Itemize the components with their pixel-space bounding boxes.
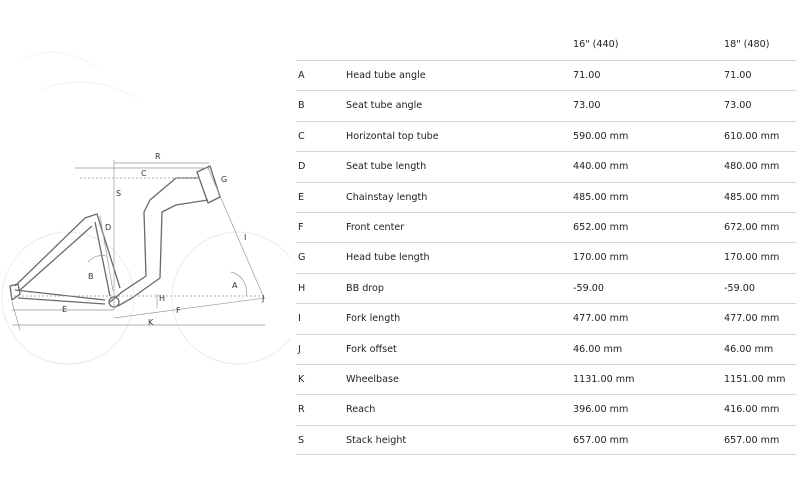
size-18-value: 672.00 mm bbox=[724, 221, 780, 233]
size-16-value: 652.00 mm bbox=[573, 221, 629, 233]
size-16-value: 485.00 mm bbox=[573, 191, 629, 203]
row-letter: F bbox=[298, 221, 304, 233]
size-18-value: 485.00 mm bbox=[724, 191, 780, 203]
row-name: Wheelbase bbox=[346, 373, 399, 385]
dimension-lines bbox=[12, 160, 265, 330]
label-j: J bbox=[262, 294, 265, 303]
label-e: E bbox=[62, 305, 68, 314]
bike-geometry-diagram bbox=[0, 0, 290, 500]
size-16-value: 71.00 bbox=[573, 70, 601, 81]
table-row bbox=[296, 60, 796, 90]
label-s: S bbox=[116, 189, 122, 198]
row-letter: H bbox=[298, 282, 306, 294]
row-letter: K bbox=[298, 373, 305, 385]
row-name: BB drop bbox=[346, 282, 384, 294]
table-row bbox=[296, 121, 796, 151]
size-16-value: 440.00 mm bbox=[573, 161, 629, 173]
row-name: Fork length bbox=[346, 313, 401, 325]
label-c: C bbox=[141, 169, 147, 178]
label-g: G bbox=[221, 175, 228, 184]
label-d: D bbox=[105, 223, 112, 232]
label-b: B bbox=[88, 272, 94, 281]
label-r: R bbox=[155, 152, 161, 161]
size-18-value: 170.00 mm bbox=[724, 252, 780, 264]
size-16-value: 477.00 mm bbox=[573, 313, 629, 325]
label-a: A bbox=[232, 281, 238, 290]
table-row bbox=[296, 425, 796, 455]
size-18-header: 18" (480) bbox=[724, 39, 770, 50]
row-name: Seat tube angle bbox=[346, 100, 423, 112]
row-name: Fork offset bbox=[346, 343, 397, 355]
label-i: I bbox=[244, 233, 247, 242]
size-18-value: 480.00 mm bbox=[724, 161, 780, 173]
size-16-value: -59.00 bbox=[573, 282, 604, 294]
size-18-value: 610.00 mm bbox=[724, 130, 780, 142]
size-18-value: 46.00 mm bbox=[724, 343, 774, 355]
row-letter: G bbox=[298, 252, 306, 264]
row-name: Head tube length bbox=[346, 252, 430, 264]
row-letter: R bbox=[298, 404, 305, 416]
size-16-value: 396.00 mm bbox=[573, 404, 629, 416]
size-16-value: 1131.00 mm bbox=[573, 373, 635, 385]
size-18-value: 1151.00 mm bbox=[724, 373, 786, 385]
table-row bbox=[296, 364, 796, 394]
size-18-value: 416.00 mm bbox=[724, 404, 780, 416]
size-16-value: 590.00 mm bbox=[573, 130, 629, 142]
row-letter: B bbox=[298, 100, 305, 112]
label-k: K bbox=[148, 318, 154, 327]
size-18-value: 477.00 mm bbox=[724, 313, 780, 325]
table-row bbox=[296, 394, 796, 424]
table-row bbox=[296, 273, 796, 303]
table-row bbox=[296, 334, 796, 364]
table-row bbox=[296, 303, 796, 333]
row-letter: A bbox=[298, 70, 305, 81]
size-18-value: 657.00 mm bbox=[724, 434, 780, 446]
row-letter: J bbox=[298, 343, 301, 355]
table-row bbox=[296, 151, 796, 181]
row-letter: S bbox=[298, 434, 305, 446]
size-18-value: -59.00 bbox=[724, 282, 755, 294]
row-name: Reach bbox=[346, 404, 376, 416]
size-16-value: 46.00 mm bbox=[573, 343, 623, 355]
row-name: Chainstay length bbox=[346, 191, 428, 203]
table-row bbox=[296, 242, 796, 272]
row-name: Horizontal top tube bbox=[346, 130, 439, 142]
size-16-value: 657.00 mm bbox=[573, 434, 629, 446]
row-letter: D bbox=[298, 161, 306, 173]
row-name: Stack height bbox=[346, 434, 407, 446]
table-row bbox=[296, 212, 796, 242]
size-16-value: 170.00 mm bbox=[573, 252, 629, 264]
size-16-value: 73.00 bbox=[573, 100, 601, 112]
table-body bbox=[296, 60, 796, 455]
table-row bbox=[296, 182, 796, 212]
bike-frame bbox=[10, 166, 220, 307]
row-letter: C bbox=[298, 130, 305, 142]
size-16-header: 16" (440) bbox=[573, 39, 619, 50]
front-wheel bbox=[172, 232, 290, 364]
row-name: Front center bbox=[346, 221, 405, 233]
row-letter: E bbox=[298, 191, 305, 203]
table-row bbox=[296, 90, 796, 120]
label-f: F bbox=[176, 306, 181, 315]
row-letter: I bbox=[298, 313, 301, 325]
label-h: H bbox=[159, 294, 166, 303]
size-18-value: 71.00 bbox=[724, 70, 752, 81]
background-sketch bbox=[20, 52, 140, 100]
table-header bbox=[296, 30, 796, 60]
geometry-table bbox=[296, 30, 796, 455]
row-name: Head tube angle bbox=[346, 70, 426, 81]
size-18-value: 73.00 bbox=[724, 100, 752, 112]
row-name: Seat tube length bbox=[346, 161, 427, 173]
